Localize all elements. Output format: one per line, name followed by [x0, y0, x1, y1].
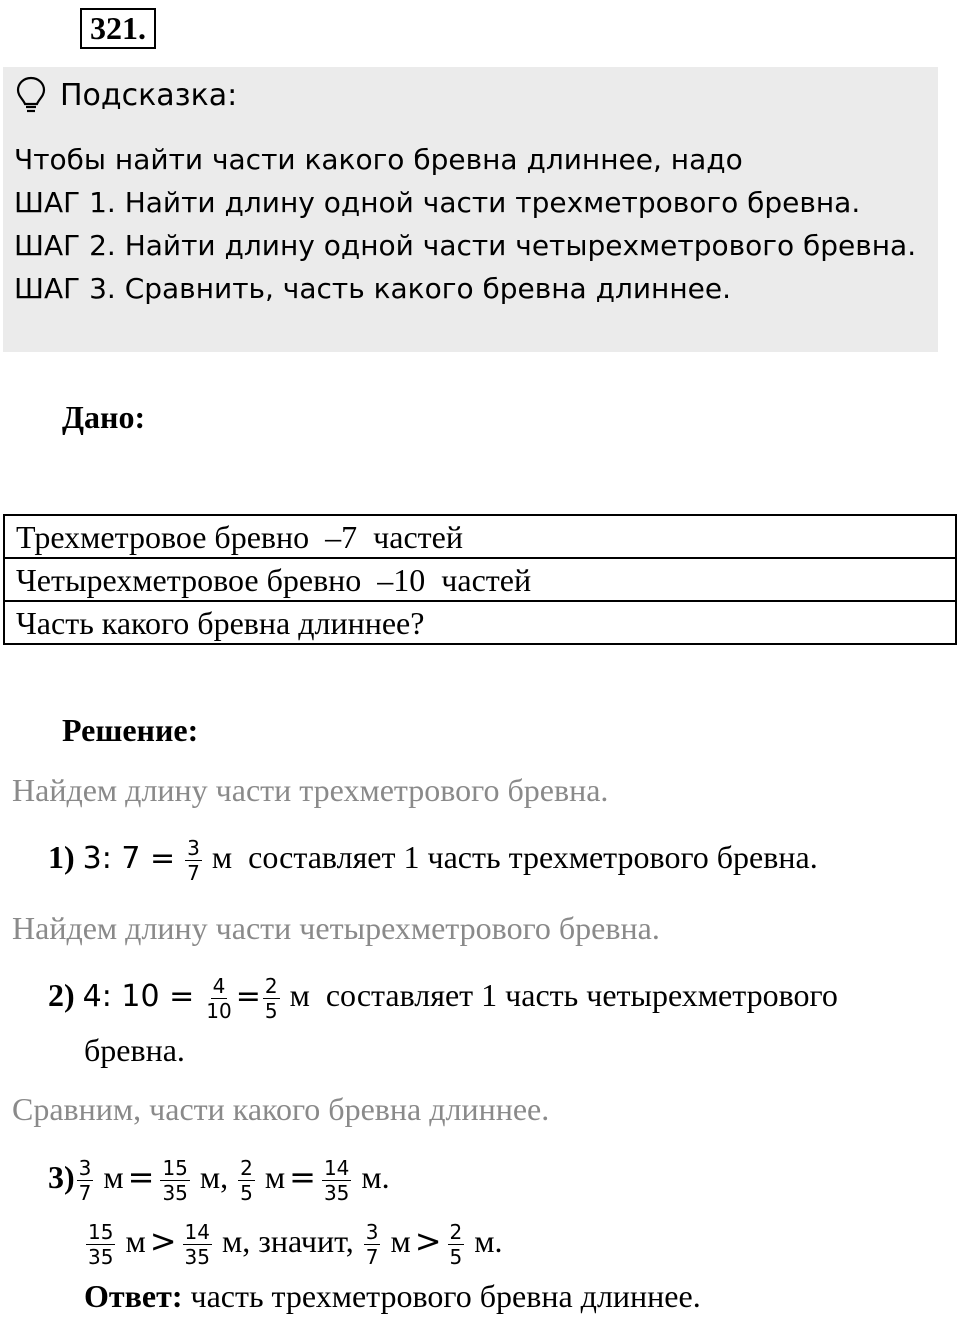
step-number: 1): [48, 838, 75, 875]
step-number: 3): [48, 1158, 75, 1195]
cell-text: Четырехметровое бревно –: [16, 561, 394, 598]
step-expression: 4: 10 =: [82, 978, 195, 1014]
equals-sign: =: [127, 1157, 155, 1196]
denominator: 7: [365, 1245, 379, 1269]
step-text: м составляет 1 часть четырехметрового: [281, 976, 838, 1013]
fraction: [77, 1156, 94, 1205]
equals-sign: =: [235, 978, 261, 1014]
unit-text: м, значит,: [213, 1222, 354, 1259]
numerator: 3: [187, 836, 200, 860]
numerator: 14: [323, 1156, 350, 1180]
numerator: 2: [264, 974, 278, 998]
cell-text: Часть какого бревна длиннее?: [16, 604, 425, 641]
greater-sign: >: [414, 1221, 442, 1260]
cell-unit: частей: [425, 561, 532, 598]
greater-sign: >: [149, 1221, 177, 1260]
table-cell: [4, 558, 956, 601]
table-cell: [4, 515, 956, 558]
unit-text: м: [95, 1158, 124, 1195]
denominator: 5: [264, 999, 278, 1023]
answer-text: часть трехметрового бревна длиннее.: [182, 1278, 701, 1314]
numerator: 2: [449, 1220, 463, 1244]
step-text: м составляет 1 часть трехметрового бревна.: [203, 838, 818, 875]
step-expression: 3: 7 =: [82, 840, 176, 876]
fraction: [263, 974, 280, 1023]
step-number: 2): [48, 976, 75, 1013]
hint-step-3: [14, 271, 731, 307]
denominator: 35: [88, 1245, 114, 1269]
denominator: 35: [162, 1181, 188, 1205]
unit-text: м: [117, 1222, 146, 1259]
unit-text: м: [382, 1222, 411, 1259]
hint-step-text: Найти длину одной части трехметрового бревна.: [124, 186, 861, 219]
table-row: [4, 558, 956, 601]
table-row: [4, 515, 956, 558]
fraction: [364, 1220, 381, 1269]
hint-intro: Чтобы найти части какого бревна длиннее, надо: [14, 143, 743, 176]
given-label: Дано:: [62, 399, 146, 435]
answer-line: [84, 1276, 701, 1316]
answer-label: Ответ:: [84, 1278, 183, 1314]
hint-step-text: Найти длину одной части четырехметрового бревна.: [124, 229, 917, 262]
unit-text: м: [256, 1158, 286, 1195]
numerator: 2: [240, 1156, 253, 1180]
equals-sign: =: [289, 1157, 316, 1196]
hint-step-label: ШАГ 3.: [14, 272, 116, 305]
numerator: 15: [88, 1220, 114, 1244]
fraction: [204, 974, 233, 1023]
hint-step-label: ШАГ 2.: [14, 229, 116, 262]
denominator: 10: [206, 999, 232, 1023]
numerator: 14: [184, 1220, 210, 1244]
hint-step-text: Сравнить, часть какого бревна длиннее.: [124, 272, 732, 305]
hint-title: Подсказка:: [60, 78, 238, 113]
table-row: [4, 601, 956, 644]
denominator: 35: [323, 1181, 350, 1205]
solution-note-2: Найдем длину части четырехметрового бревна.: [12, 910, 660, 946]
denominator: 5: [240, 1181, 253, 1205]
denominator: 7: [78, 1181, 92, 1205]
hint-step-1: [14, 185, 860, 221]
fraction: [160, 1156, 189, 1205]
fraction: [448, 1220, 465, 1269]
step-text-continuation: бревна.: [84, 1032, 185, 1068]
denominator: 7: [187, 861, 200, 885]
given-table: [3, 514, 957, 645]
fraction: [238, 1156, 255, 1205]
numerator: 3: [78, 1156, 92, 1180]
fraction: [183, 1220, 212, 1269]
problem-number: 321.: [80, 8, 156, 49]
fraction: [322, 1156, 351, 1205]
hint-step-2: [14, 228, 916, 264]
cell-text: Трехметровое бревно –: [16, 518, 342, 555]
unit-text: м.: [466, 1222, 503, 1259]
solution-step-3-line-1: [48, 1156, 390, 1205]
lightbulb-icon: [16, 76, 46, 114]
solution-step-1: [48, 836, 818, 885]
solution-note-3: Сравним, части какого бревна длиннее.: [12, 1091, 550, 1127]
solution-label: Решение:: [62, 712, 199, 748]
solution-step-2: [48, 974, 838, 1023]
fraction: [185, 836, 202, 885]
solution-step-3-line-2: [84, 1220, 502, 1269]
unit-text: м.: [353, 1158, 390, 1195]
fraction: [86, 1220, 115, 1269]
unit-text: м,: [191, 1158, 229, 1195]
cell-value: 7: [341, 518, 358, 555]
denominator: 5: [449, 1245, 463, 1269]
hint-step-label: ШАГ 1.: [14, 186, 116, 219]
denominator: 35: [184, 1245, 210, 1269]
cell-unit: частей: [357, 518, 463, 555]
numerator: 4: [212, 974, 226, 998]
numerator: 3: [365, 1220, 379, 1244]
numerator: 15: [162, 1156, 188, 1180]
solution-note-1: Найдем длину части трехметрового бревна.: [12, 772, 609, 808]
cell-value: 10: [393, 561, 426, 598]
table-cell: [4, 601, 956, 644]
